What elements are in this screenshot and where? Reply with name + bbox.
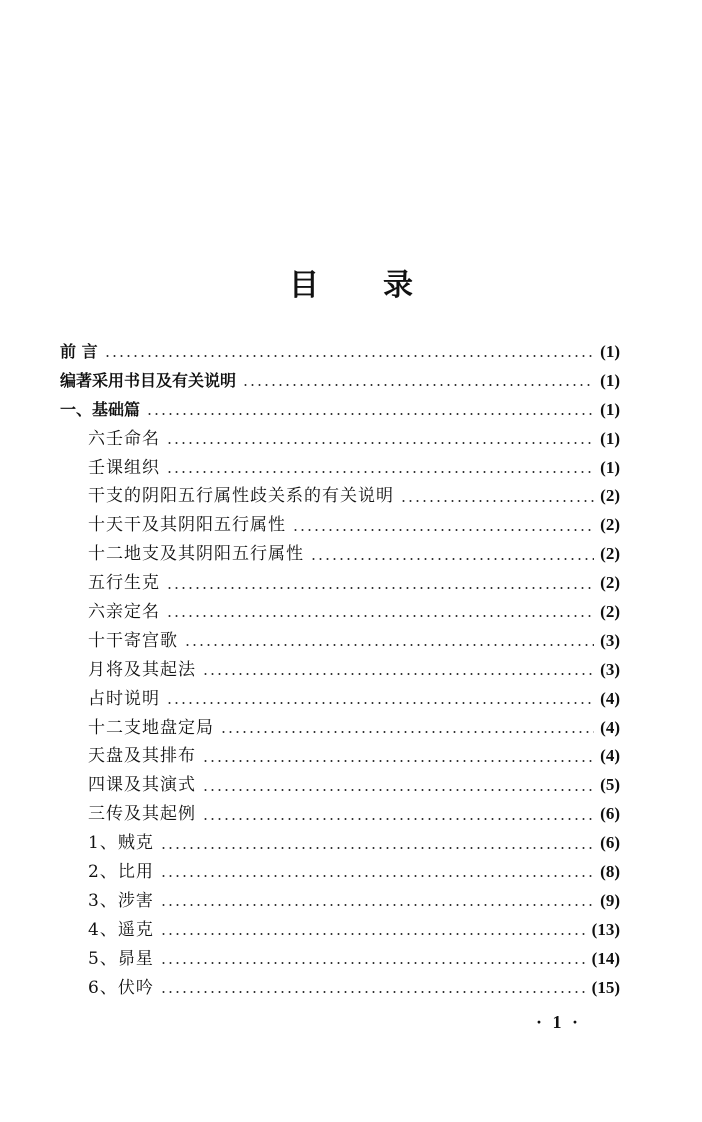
- toc-entry-title: 六亲定名: [88, 602, 160, 623]
- toc-entry-page: (1): [600, 428, 620, 448]
- toc-entry-title: 3、涉害: [88, 890, 154, 911]
- dot-leader: [400, 500, 594, 502]
- dot-leader: [160, 904, 594, 906]
- toc-entry: [60, 569, 620, 598]
- toc-entry-page: (1): [600, 342, 620, 361]
- toc-entry-page: (9): [600, 890, 620, 910]
- dot-leader: [166, 442, 594, 444]
- toc-entry: [60, 829, 620, 858]
- toc-entry-page: (14): [591, 948, 620, 968]
- toc-entry-title: 干支的阴阳五行属性歧关系的有关说明: [88, 486, 394, 507]
- toc-entry-title: 四课及其演式: [88, 775, 196, 796]
- toc-entry-page: (2): [600, 515, 620, 535]
- toc-entry-page: (2): [600, 602, 620, 622]
- toc-entry-page: (4): [600, 717, 620, 737]
- page-title: 目录: [289, 268, 477, 303]
- toc-entry-page: (1): [600, 457, 620, 477]
- toc-entry-title: 占时说明: [88, 688, 160, 709]
- toc-entry-title: 月将及其起法: [88, 659, 196, 680]
- dot-leader: [166, 471, 594, 473]
- toc-entry: [60, 367, 620, 396]
- toc-entry: [60, 974, 620, 1003]
- toc-entry-page: (3): [600, 630, 620, 650]
- toc-entry-page: (3): [600, 659, 620, 679]
- toc-entry: [60, 454, 620, 483]
- toc-entry-title: 5、昴星: [88, 948, 154, 969]
- dot-leader: [242, 384, 594, 386]
- dot-leader: [146, 413, 594, 415]
- toc-entry-page: (5): [600, 775, 620, 795]
- toc-entry-title: 三传及其起例: [88, 804, 196, 825]
- dot-leader: [166, 702, 594, 704]
- toc-entry: [60, 858, 620, 887]
- dot-leader: [160, 991, 586, 993]
- toc-entry: [60, 945, 620, 974]
- dot-leader: [310, 558, 594, 560]
- toc-entry-page: (8): [600, 862, 620, 882]
- toc-entry-title: 1、贼克: [88, 833, 154, 854]
- toc-entry: [60, 598, 620, 627]
- toc-entry-page: (13): [591, 919, 620, 939]
- dot-leader: [104, 355, 595, 357]
- toc-entry-title: 天盘及其排布: [88, 746, 196, 767]
- table-of-contents: [60, 338, 620, 1002]
- toc-entry: [60, 656, 620, 685]
- toc-entry-title: 前 言: [60, 342, 98, 361]
- dot-leader: [184, 644, 594, 646]
- dot-leader: [202, 789, 594, 791]
- toc-entry: [60, 482, 620, 511]
- toc-entry-title: 十天干及其阴阳五行属性: [88, 515, 286, 536]
- toc-entry-page: (2): [600, 486, 620, 506]
- toc-entry-title: 4、遥克: [88, 919, 154, 940]
- toc-entry-page: (6): [600, 804, 620, 824]
- toc-entry-title: 一、基础篇: [60, 399, 141, 419]
- dot-leader: [160, 875, 594, 877]
- dot-leader: [220, 731, 594, 733]
- toc-entry: [60, 338, 620, 367]
- toc-entry: [60, 685, 620, 714]
- toc-entry: [60, 714, 620, 743]
- toc-entry-title: 十二地支及其阴阳五行属性: [88, 544, 304, 565]
- toc-entry: [60, 916, 620, 945]
- toc-entry: [60, 540, 620, 569]
- toc-entry-title: 五行生克: [88, 573, 160, 594]
- toc-entry-title: 编著采用书目及有关说明: [60, 370, 237, 390]
- dot-leader: [202, 673, 594, 675]
- dot-leader: [166, 615, 594, 617]
- toc-entry: [60, 511, 620, 540]
- dot-leader: [160, 933, 586, 935]
- toc-entry-page: (15): [591, 977, 620, 997]
- page-number: · 1 ·: [536, 1012, 582, 1032]
- toc-entry-title: 十二支地盘定局: [88, 717, 214, 738]
- toc-entry: [60, 887, 620, 916]
- toc-entry-page: (2): [600, 573, 620, 593]
- toc-entry-page: (2): [600, 544, 620, 564]
- dot-leader: [166, 587, 594, 589]
- toc-entry-title: 2、比用: [88, 862, 154, 883]
- dot-leader: [202, 818, 594, 820]
- toc-entry-page: (1): [600, 399, 620, 419]
- toc-entry: [60, 396, 620, 425]
- toc-entry: [60, 771, 620, 800]
- toc-entry-title: 十干寄宫歌: [88, 630, 178, 651]
- toc-entry-page: (1): [600, 370, 620, 390]
- dot-leader: [160, 962, 586, 964]
- toc-entry: [60, 742, 620, 771]
- toc-entry-title: 壬课组织: [88, 457, 160, 478]
- dot-leader: [292, 529, 594, 531]
- toc-entry: [60, 425, 620, 454]
- toc-entry: [60, 627, 620, 656]
- toc-entry-page: (4): [600, 746, 620, 766]
- toc-entry-page: (4): [600, 688, 620, 708]
- toc-entry-title: 六壬命名: [88, 428, 160, 449]
- dot-leader: [202, 760, 594, 762]
- toc-entry-title: 6、伏吟: [88, 977, 154, 998]
- toc-entry-page: (6): [600, 833, 620, 853]
- toc-entry: [60, 800, 620, 829]
- dot-leader: [160, 847, 594, 849]
